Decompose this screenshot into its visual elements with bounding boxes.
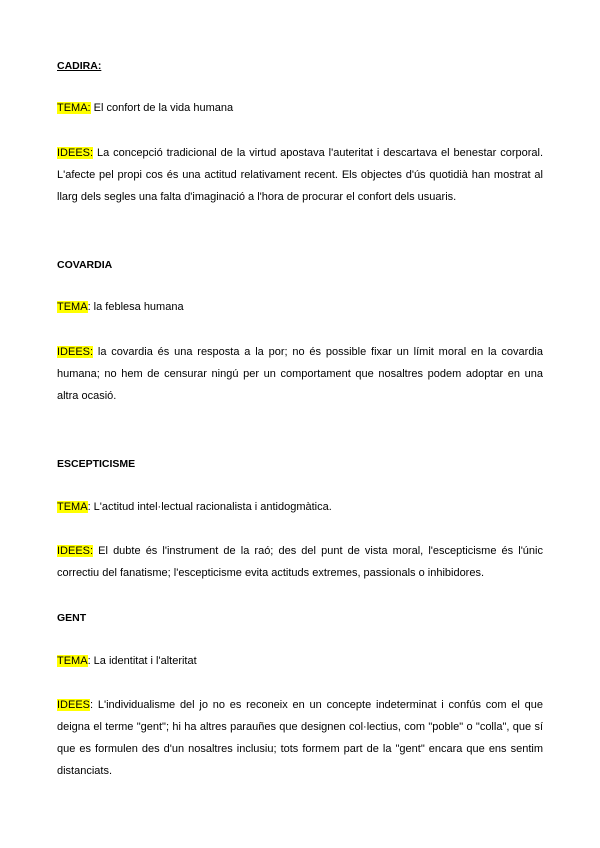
tema-text: : L'actitud intel·lectual racionalista i antidogmàtica. (87, 501, 332, 513)
section-heading-gent: GENT (57, 612, 87, 624)
tema-escepticisme (57, 496, 543, 518)
section-heading-covardia: COVARDIA (57, 259, 113, 271)
tema-label: TEMA (57, 301, 88, 313)
tema-covardia (57, 296, 543, 318)
idees-label: IDEES: (57, 147, 94, 159)
idees-escepticisme (57, 540, 543, 584)
idees-text: La concepció tradicional de la virtud apostava l'auteritat i descartava el benestar corporal. L'afecte pel propi cos és una actitud relativament recent. Els objectes d'ús quotidià han mostrat al llarg dels segles una falta d'imaginació a l'hora de procurar el confort dels usuaris. (57, 147, 543, 203)
idees-label: IDEES: (57, 346, 94, 358)
tema-text: : La identitat i l'alteritat (87, 655, 197, 667)
tema-text: El confort de la vida humana (90, 102, 234, 114)
idees-cadira (57, 142, 543, 208)
tema-label: TEMA (57, 501, 88, 513)
idees-label: IDEES (57, 699, 91, 711)
idees-covardia (57, 341, 543, 407)
idees-text: : L'individualisme del jo no es reconeix en un concepte indeterminat i confús com el que deigna el terme "gent"; hi ha altres parauñes que designen col·lectius, com "poble" o "colla", que sí que es formulen des d'un nosaltres inclusiu; tots formem part de la "gent" encara que ens sentim distanciats. (57, 699, 543, 777)
section-heading-cadira: CADIRA: (57, 60, 102, 72)
idees-text: la covardia és una resposta a la por; no és possible fixar un límit moral en la covardia humana; no hem de censurar ningú per un comportament que nosaltres podem adoptar en una altra ocasió. (57, 346, 543, 402)
tema-text: : la feblesa humana (87, 301, 184, 313)
idees-gent (57, 694, 543, 782)
tema-label: TEMA: (57, 102, 91, 114)
tema-cadira (57, 97, 543, 119)
tema-gent (57, 650, 543, 672)
idees-text: El dubte és l'instrument de la raó; des del punt de vista moral, l'escepticisme és l'únic correctiu del fanatisme; l'escepticisme evita actituds extremes, passionals o inhibidores. (57, 545, 543, 579)
tema-label: TEMA (57, 655, 88, 667)
section-heading-escepticisme: ESCEPTICISME (57, 458, 136, 470)
idees-label: IDEES: (57, 545, 94, 557)
